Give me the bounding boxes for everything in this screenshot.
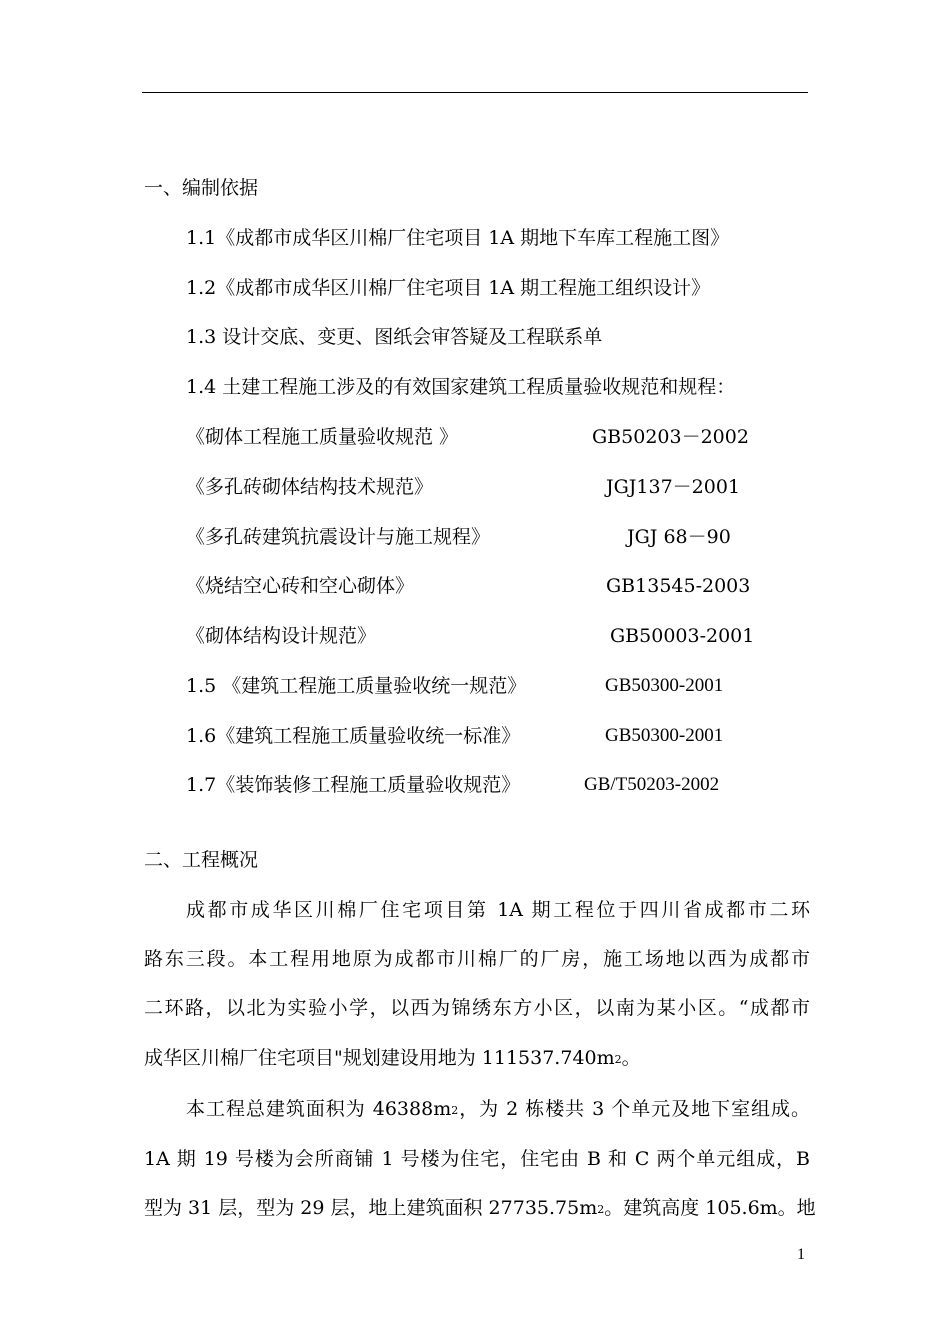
header-rule (142, 92, 808, 93)
basis-item-1-7: 1.7《装饰装修工程施工质量验收规范》 (186, 774, 521, 796)
standard-name: 《砌体结构设计规范》 (186, 625, 377, 647)
basis-item-1-1: 1.1《成都市成华区川棉厂住宅项目 1A 期地下车库工程施工图》 (186, 227, 730, 249)
standard-name: 《砌体工程施工质量验收规范 》 (186, 426, 459, 448)
overview-text: ，为 2 栋楼共 3 个单元及地下室组成。 (458, 1098, 811, 1120)
overview-paragraph-line: 路东三段。本工程用地原为成都市川棉厂的厂房，施工场地以西为成都市 (144, 948, 810, 970)
standard-name: 《烧结空心砖和空心砌体》 (186, 575, 415, 597)
standard-code: GB50003-2001 (610, 625, 755, 647)
standard-name: 《多孔砖建筑抗震设计与施工规程》 (186, 526, 491, 548)
overview-paragraph-line (186, 1097, 810, 1123)
overview-paragraph-line: 1A 期 19 号楼为会所商铺 1 号楼为住宅，住宅由 B 和 C 两个单元组成，B (144, 1148, 810, 1170)
overview-text: 型为 31 层，型为 29 层，地上建筑面积 27735.75m (144, 1197, 598, 1219)
overview-text: 成华区川棉厂住宅项目"规划建设用地为 111537.740m (144, 1047, 615, 1069)
section-heading-overview: 二、工程概况 (144, 849, 259, 871)
standard-code: GB50203－2002 (592, 426, 749, 448)
standard-name: 《多孔砖砌体结构技术规范》 (186, 476, 434, 498)
standard-code: GB/T50203-2002 (584, 774, 720, 795)
standard-code: JGJ 68－90 (627, 526, 731, 548)
standard-code: JGJ137－2001 (606, 476, 741, 498)
overview-paragraph-line: 二环路，以北为实验小学，以西为锦绣东方小区，以南为某小区。“成都市 (144, 997, 810, 1019)
basis-item-1-6: 1.6《建筑工程施工质量验收统一标准》 (186, 725, 521, 747)
overview-text: 。 (621, 1047, 641, 1069)
superscript-unit: 2 (597, 1203, 605, 1216)
basis-item-1-4: 1.4 土建工程施工涉及的有效国家建筑工程质量验收规范和规程： (186, 376, 736, 398)
superscript-unit: 2 (614, 1053, 622, 1066)
basis-item-1-2: 1.2《成都市成华区川棉厂住宅项目 1A 期工程施工组织设计》 (186, 277, 711, 299)
standard-code: GB50300-2001 (605, 725, 724, 746)
standard-code: GB13545-2003 (606, 575, 751, 597)
basis-item-1-3: 1.3 设计交底、变更、图纸会审答疑及工程联系单 (186, 326, 603, 348)
overview-text: 本工程总建筑面积为 46388m (186, 1098, 452, 1120)
overview-text: 。建筑高度 105.6m。地 (604, 1197, 816, 1219)
section-heading-basis: 一、编制依据 (144, 177, 259, 199)
basis-item-1-5: 1.5 《建筑工程施工质量验收统一规范》 (186, 675, 527, 697)
overview-paragraph-line (144, 1196, 816, 1222)
overview-paragraph-line (144, 1046, 810, 1072)
superscript-unit: 2 (451, 1104, 459, 1117)
overview-paragraph-line: 成都市成华区川棉厂住宅项目第 1A 期工程位于四川省成都市二环 (186, 899, 810, 921)
standard-code: GB50300-2001 (605, 675, 724, 696)
page-number: 1 (797, 1246, 805, 1263)
